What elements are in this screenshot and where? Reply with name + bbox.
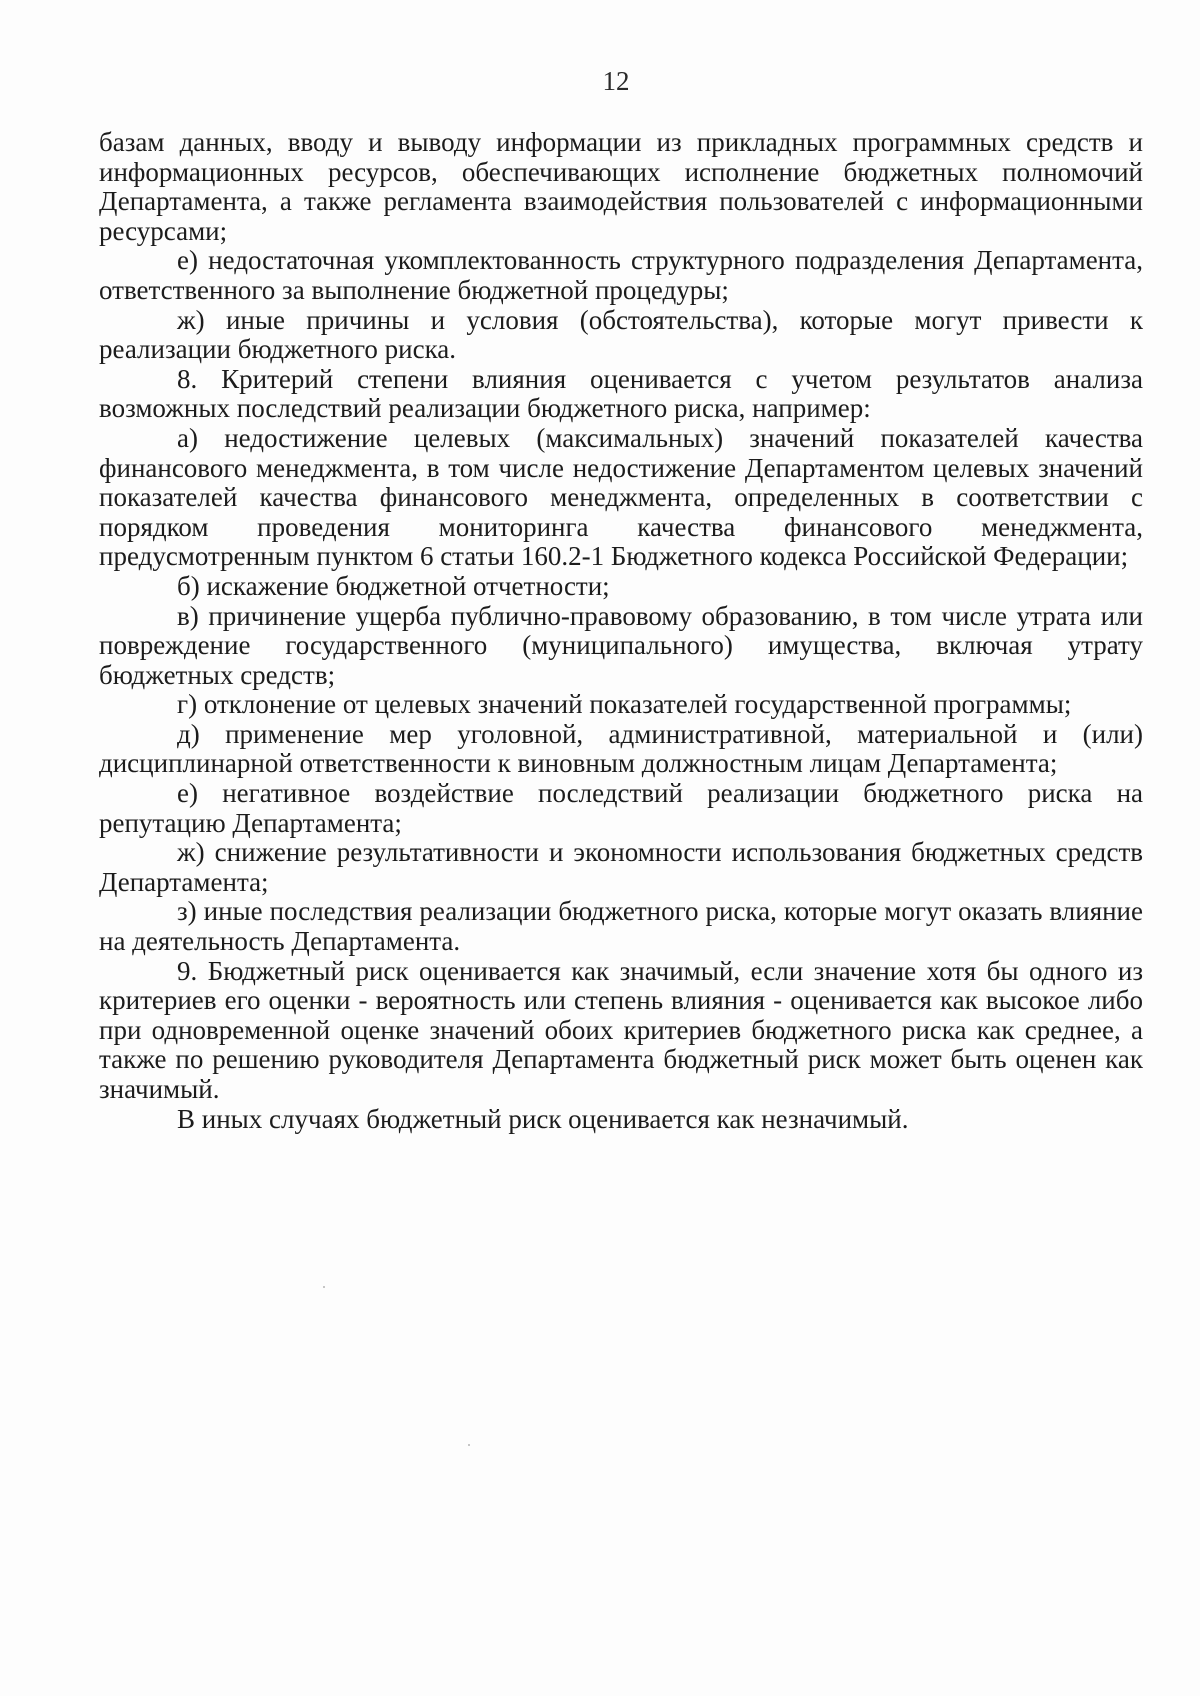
paragraph-item-zh: ж) иные причины и условия (обстоятельства), которые могут привести к реализации бюджетного риска.: [99, 304, 1143, 365]
paragraph-item-d: д) применение мер уголовной, административной, материальной и (или) дисциплинарной ответственности к виновным должностным лицам Департамента;: [99, 718, 1143, 779]
paragraph-item-g: г) отклонение от целевых значений показателей государственной программы;: [177, 689, 1072, 720]
paragraph-item-v: в) причинение ущерба публично-правовому образованию, в том числе утрата или повреждение государственного (муниципального) имущества, включая утрату бюджетных средств;: [99, 600, 1143, 690]
page-number: 12: [602, 66, 630, 96]
paragraph-item-z: з) иные последствия реализации бюджетного риска, которые могут оказать влияние на деятельность Департамента.: [99, 896, 1143, 957]
scan-speck: [323, 1286, 325, 1288]
paragraph-item-e-2: е) негативное воздействие последствий реализации бюджетного риска на репутацию Департамента;: [99, 778, 1143, 838]
paragraph-item-b: б) искажение бюджетной отчетности;: [177, 570, 610, 601]
paragraph-final: В иных случаях бюджетный риск оценивается как незначимый.: [177, 1103, 909, 1134]
scan-speck: [468, 1444, 470, 1446]
paragraph-section-8: 8. Критерий степени влияния оценивается с учетом результатов анализа возможных последствий реализации бюджетного риска, например:: [99, 363, 1143, 424]
paragraph-item-zh-2: ж) снижение результативности и экономности использования бюджетных средств Департамента;: [99, 837, 1143, 897]
paragraph-section-9: 9. Бюджетный риск оценивается как значимый, если значение хотя бы одного из критериев его оценки - вероятность или степень влияния - оценивается как высокое либо при одновременной оценке значений обоих критериев бюджетного риска как среднее, а также по решению руководителя Департамента бюджетный риск может быть оценен как значимый.: [99, 955, 1143, 1104]
document-body: [99, 128, 1143, 1134]
paragraph-item-e: е) недостаточная укомплектованность структурного подразделения Департамента, ответственного за выполнение бюджетной процедуры;: [99, 245, 1143, 305]
paragraph-continuation: базам данных, вводу и выводу информации из прикладных программных средств и информационных ресурсов, обеспечивающих исполнение бюджетных полномочий Департамента, а также регламента взаимодействия пользователей с информационными ресурсами;: [99, 127, 1143, 246]
paragraph-item-a: а) недостижение целевых (максимальных) значений показателей качества финансового менеджмента, в том числе недостижение Департаментом целевых значений показателей качества финансового менеджмента, определенных в соответствии с порядком проведения мониторинга качества финансового менеджмента, предусмотренным пунктом 6 статьи 160.2-1 Бюджетного кодекса Российской Федерации;: [99, 422, 1143, 572]
